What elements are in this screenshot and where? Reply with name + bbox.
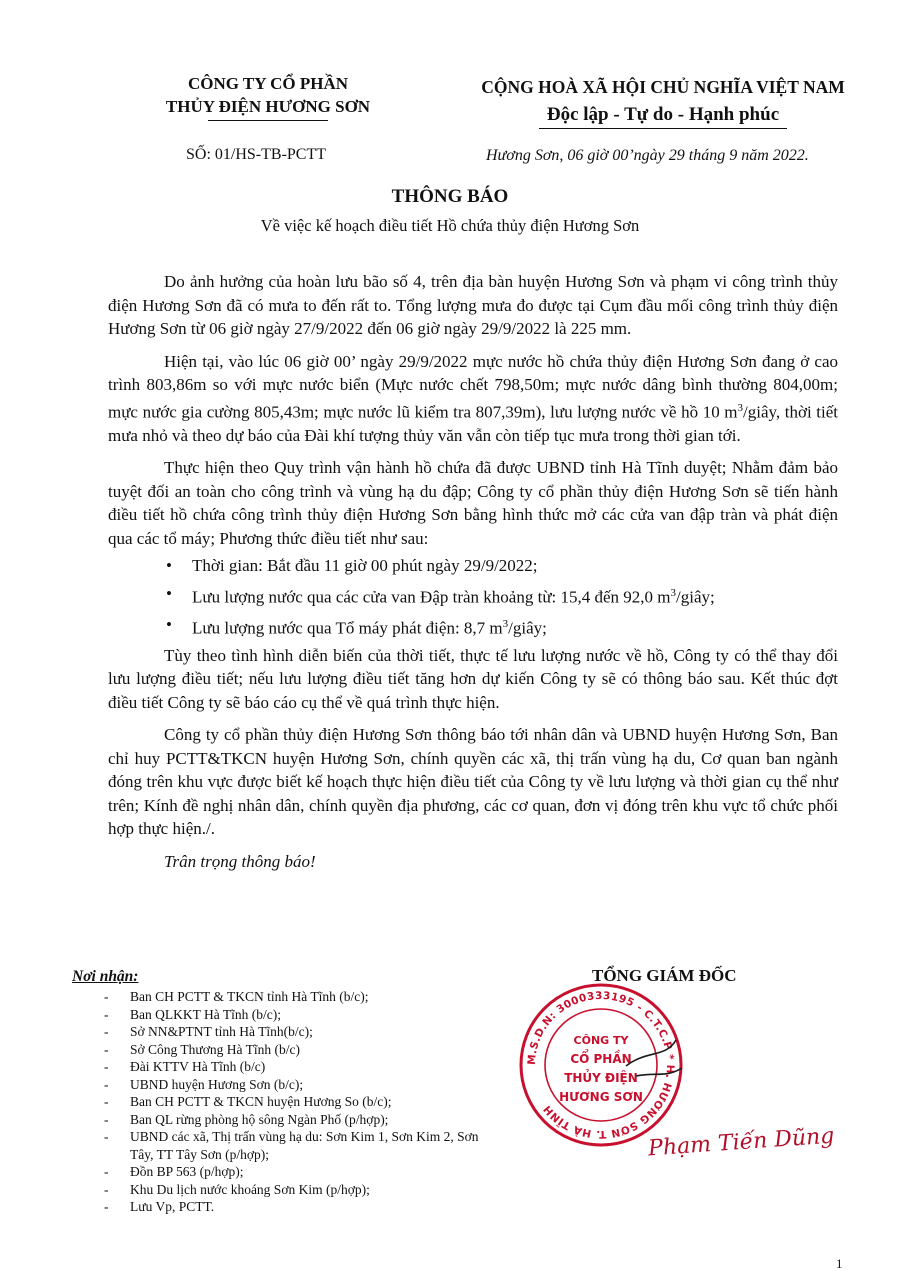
- recipients-title: Nơi nhận:: [72, 968, 139, 985]
- signature-title: TỔNG GIÁM ĐỐC: [592, 966, 737, 985]
- list-item: • Lưu lượng nước qua Tổ máy phát điện: 8,7 $m^3$/giây;: [166, 613, 838, 640]
- list-item: - Khu Du lịch nước khoáng Sơn Kim (p/hợp);: [72, 1181, 482, 1199]
- seal-line-3: THỦY ĐIỆN: [564, 1071, 638, 1085]
- list-item: - Đài KTTV Hà Tĩnh (b/c): [72, 1058, 482, 1076]
- seal-line-2: CỔ PHẦN: [570, 1052, 632, 1066]
- list-item: - Sở NN&PTNT tỉnh Hà Tĩnh(b/c);: [72, 1023, 482, 1041]
- list-item: - Ban QL rừng phòng hộ sông Ngàn Phố (p/hợp);: [72, 1111, 482, 1129]
- nation-motto: Độc lập - Tự do - Hạnh phúc: [546, 104, 780, 125]
- date-line: Hương Sơn, 06 giờ 00’ngày 29 tháng 9 năm 2022.: [486, 147, 809, 164]
- page-number: 1: [836, 1256, 843, 1271]
- signer-name: Phạm Tiến Dũng: [647, 1123, 836, 1162]
- paragraph-5: Công ty cổ phần thủy điện Hương Sơn thông báo tới nhân dân và UBND huyện Hương Sơn, Ban chỉ huy PCTT&TKCN huyện Hương Sơn, chính quyền các xã, thị trấn vùng hạ du, Cơ quan ban ngành đóng trên khu vực được biết kế hoạch thực hiện điều tiết của Công ty về lưu lượng và thời gian cụ thể như trên; Kính đề nghị nhân dân, chính quyền địa phương, các cơ quan, đơn vị đóng trên khu vực tổ chức phối hợp thực hiện./.: [108, 725, 838, 839]
- paragraph-1: Do ảnh hưởng của hoàn lưu bão số 4, trên địa bàn huyện Hương Sơn và phạm vi công trình thủy điện Hương Sơn đã có mưa to đến rất to. Tổng lượng mưa đo được tại Cụm đầu mối công trình thủy điện Hương Sơn từ 06 giờ ngày 27/9/2022 đến 06 giờ ngày 29/9/2022 là 225 mm.: [108, 272, 838, 338]
- seal-line-1: CÔNG TY: [573, 1034, 629, 1047]
- regulation-list: [108, 554, 838, 640]
- company-name-line1: CÔNG TY CỔ PHẦN: [187, 74, 349, 93]
- nation-name: CỘNG HOÀ XÃ HỘI CHỦ NGHĨA VIỆT NAM: [481, 77, 845, 97]
- document-body: [108, 270, 838, 873]
- document-title: THÔNG BÁO: [391, 186, 509, 207]
- recipients-list: [72, 988, 482, 1216]
- company-name-line2: THỦY ĐIỆN HƯƠNG SƠN: [165, 97, 371, 116]
- paragraph-2: Hiện tại, vào lúc 06 giờ 00’ ngày 29/9/2022 mực nước hồ chứa thủy điện Hương Sơn đang ở cao trình 803,86m so với mực nước biển (Mực nước chết 798,50m; mực nước dâng bình thường 804,00m; mực nước gia cường 805,43m; mực nước lũ kiểm tra 807,39m), lưu lượng nước về hồ 10 $m^3$/giây, thời tiết mưa nhỏ và theo dự báo của Đài khí tượng thủy văn vẫn còn tiếp tục mưa trong thời gian tới.: [108, 351, 838, 445]
- closing-greeting: Trân trọng thông báo!: [164, 851, 316, 871]
- document-number: SỐ: 01/HS-TB-PCTT: [186, 146, 327, 163]
- company-underline: [208, 120, 328, 121]
- document-subtitle: Về việc kế hoạch điều tiết Hồ chứa thủy điện Hương Sơn: [260, 216, 640, 235]
- seal-ring-text: M.S.D.N: 3000333195 - C.T.C.P * H. HƯƠNG SƠN T. HÀ TĨNH: [525, 989, 677, 1141]
- company-header: [118, 72, 418, 121]
- list-item: • Thời gian: Bắt đầu 11 giờ 00 phút ngày 29/9/2022;: [166, 554, 838, 578]
- nation-underline: [539, 128, 787, 129]
- paragraph-4: Tùy theo tình hình diễn biến của thời tiết, thực tế lưu lượng nước về hồ, Công ty có thể thay đổi lưu lượng điều tiết; nếu lưu lượng điều tiết tăng hơn dự kiến Công ty sẽ có thông báo sau. Kết thúc đợt điều tiết Công ty sẽ báo cáo cụ thể về quá trình thực hiện.: [108, 645, 838, 712]
- list-item: - Lưu Vp, PCTT.: [72, 1198, 482, 1216]
- list-item: - Ban CH PCTT & TKCN huyện Hương So (b/c);: [72, 1093, 482, 1111]
- list-item: - UBND huyện Hương Sơn (b/c);: [72, 1076, 482, 1094]
- list-item: - Ban QLKKT Hà Tĩnh (b/c);: [72, 1006, 482, 1024]
- nation-header: [448, 74, 878, 129]
- paragraph-3: Thực hiện theo Quy trình vận hành hồ chứa đã được UBND tỉnh Hà Tĩnh duyệt; Nhằm đảm bảo tuyệt đối an toàn cho công trình và vùng hạ du đập; Công ty cổ phần thủy điện Hương Sơn sẽ tiến hành điều tiết hồ chứa công trình thủy điện Hương Sơn bằng hình thức mở các cửa van đập tràn và phát điện qua các tổ máy; Phương thức điều tiết như sau:: [108, 458, 838, 548]
- list-item: - Ban CH PCTT & TKCN tỉnh Hà Tĩnh (b/c);: [72, 988, 482, 1006]
- list-item: - Đồn BP 563 (p/hợp);: [72, 1163, 482, 1181]
- company-seal: [516, 980, 686, 1150]
- list-item: - UBND các xã, Thị trấn vùng hạ du: Sơn Kim 1, Sơn Kim 2, Sơn Tây, TT Tây Sơn (p/hợp);: [72, 1128, 482, 1163]
- list-item: - Sở Công Thương Hà Tĩnh (b/c): [72, 1041, 482, 1059]
- list-item: • Lưu lượng nước qua các cửa van Đập tràn khoảng từ: 15,4 đến 92,0 $m^3$/giây;: [166, 582, 838, 609]
- seal-line-4: HƯƠNG SƠN: [559, 1090, 643, 1104]
